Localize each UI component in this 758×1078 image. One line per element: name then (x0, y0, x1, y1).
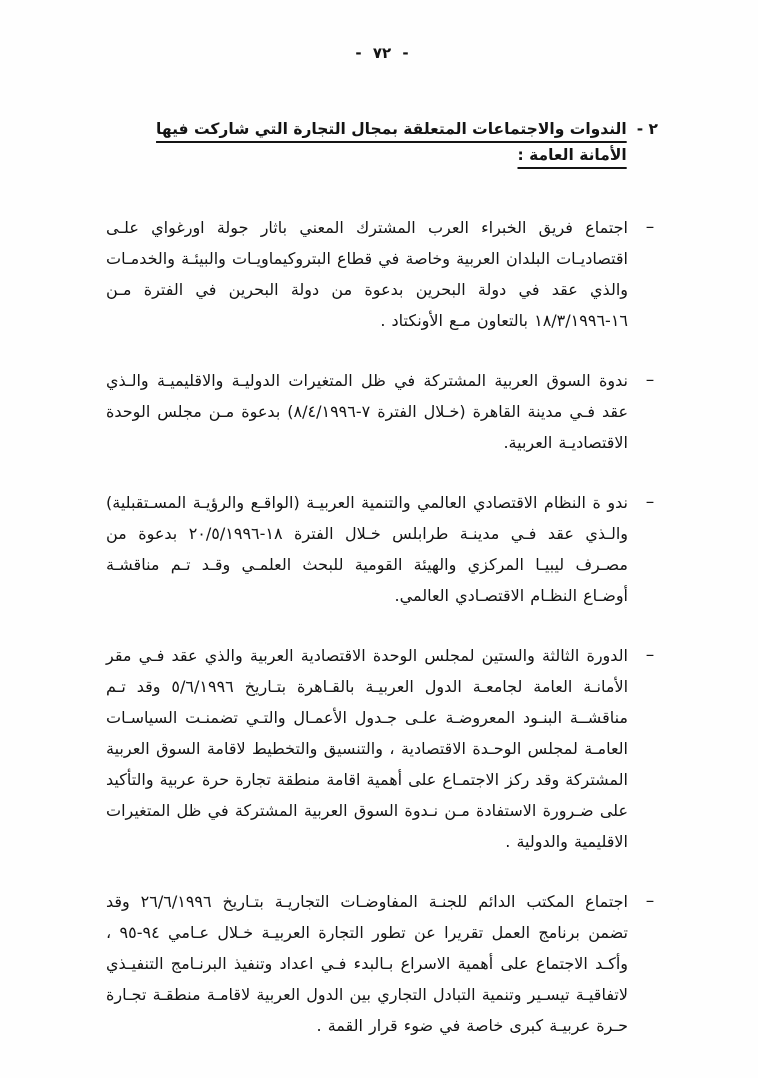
paragraph-text: اجتماع المكتب الدائم للجنـة المفاوضـات التجاريـة بتـاريخ ٢٦/٦/١٩٩٦ وقد تضمن برنامج العمل تقريرا عن تطور التجارة العربيـة خـلال عـامي ٩٤-٩٥ ، وأكـد الاجتماع على أهمية الاسراع بـالبدء فـي اعداد وتنفيذ البرنـامج التنفيـذي لاتفاقيـة تيسـير وتنمية التبادل التجاري بين الدول العربية لاقامـة منطقـة تجـارة حـرة عربيـة كبرى خاصة في ضوء قرار القمة . (106, 892, 628, 1035)
bullet-paragraph (106, 886, 658, 1041)
dash-bullet-icon: – (645, 891, 655, 911)
bullet-paragraph (106, 487, 658, 611)
paragraph-text: ندو ة النظام الاقتصادي العالمي والتنمية العربيـة (الواقـع والرؤيـة المسـتقبلية) والـذي عقد فـي مدينـة طرابلس خـلال الفترة ١٨-٢٠/٥/١٩٩٦ بدعوة من مصـرف ليبيـا المركزي والهيئة القومية للبحث العلمـي وقـد تـم مناقشـة أوضـاع النظـام الاقتصـادي العالمي. (106, 493, 629, 605)
section-heading (106, 116, 658, 168)
dash-bullet-icon: – (645, 645, 655, 665)
bullet-paragraph (106, 640, 658, 857)
bullet-paragraph (106, 365, 658, 458)
paragraph-text: ندوة السوق العربية المشتركة في ظل المتغيرات الدوليـة والاقليميـة والـذي عقد فـي مدينة القاهرة (خـلال الفترة ٧-٨/٤/١٩٩٦) بدعوة مـن مجلس الوحدة الاقتصاديـة العربية. (106, 371, 629, 452)
section-number: ٢ - (636, 120, 658, 138)
bullet-paragraph (106, 212, 658, 336)
dash-bullet-icon: – (645, 492, 655, 512)
dash-bullet-icon: – (645, 370, 655, 390)
paragraph-list (106, 212, 658, 1041)
section-title: الندوات والاجتماعات المتعلقة بمجال التجارة التي شاركت فيها الأمانة العامة : (156, 120, 627, 164)
page-number: - ٧٢ - (355, 44, 409, 62)
dash-bullet-icon: – (645, 217, 655, 237)
paragraph-text: اجتماع فريق الخبراء العرب المشترك المعني باثار جولة اورغواي علـى اقتصاديـات البلدان العربية وخاصة في قطاع البتروكيماويـات والبيئـة والخدمـات والذي عقد في دولة البحرين بدعوة من دولة البحرين في الفترة مـن ١٦-١٨/٣/١٩٩٦ بالتعاون مـع الأونكتاد . (106, 218, 628, 330)
paragraph-text: الدورة الثالثة والستين لمجلس الوحدة الاقتصادية العربية والذي عقد فـي مقر الأمانـة العامة لجامعـة الدول العربيـة بالقـاهرة بتـاريخ ٥/٦/١٩٩٦ وقد تـم مناقشــة البنـود المعروضـة علـى جـدول الأعمـال والتـي تضمنـت السياسـات العامـة لمجلس الوحـدة الاقتصادية ، والتنسيق والتخطيط لاقامة السوق العربية المشتركة وقد ركز الاجتمـاع على أهمية اقامة منطقة تجارة حرة عربية والتأكيد على ضـرورة الاستفادة مـن نـدوة السوق العربية المشتركة في ظل المتغيرات الاقليمية والدولية . (106, 646, 629, 851)
